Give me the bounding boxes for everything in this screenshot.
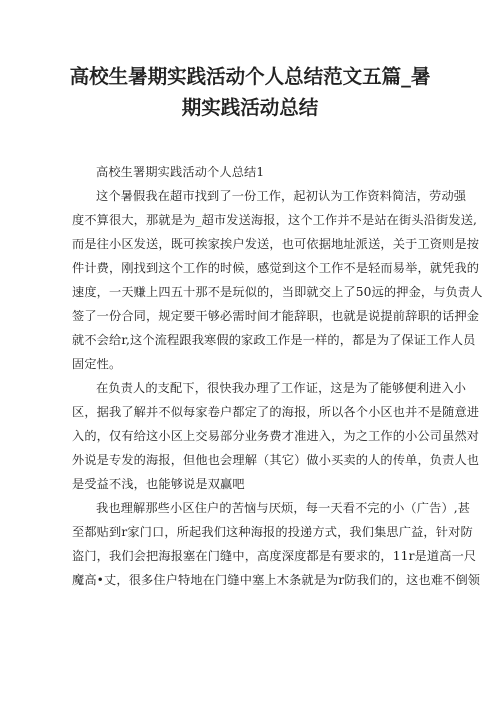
paragraph-line: 是受益不浅，也能够说是双赢吧: [72, 477, 245, 491]
document-title-line-1: 高校生暑期实践活动个人总结范文五篇_暑: [69, 65, 431, 88]
paragraph-line: 签了一份合同，规定要干够必需时间才能辞职，也就是说提前辞职的话押金: [72, 309, 480, 323]
document-title-line-2: 期实践活动总结: [181, 96, 319, 119]
paragraph-line: 在负责人的支配下，很快我办理了工作证，这是为了能够便利进入小: [96, 381, 467, 395]
paragraph-line: 固定性。: [72, 357, 122, 371]
paragraph-line: 区，据我了解并不似每家卷户都定了的海报，所以各个小区也并不是随意进: [72, 405, 480, 419]
paragraph-line: 这个暑假我在超市找到了一份工作，起初认为工作资料简洁，劳动强: [96, 189, 467, 203]
paragraph-line: 我也理解那些小区住户的苦恼与厌烦，每一天看不完的小（广告）,甚: [96, 501, 471, 515]
paragraph-line: 就不会给r,这个流程跟我寒假的家政工作是一样的，都是为了保证工作人员: [72, 333, 476, 347]
paragraph-line: 魔高•丈，很多住户特地在门缝中塞上木条就是为r防我们的，这也难不倒领: [72, 573, 481, 587]
paragraph-line: 入的，仅有给这小区上交易部分业务费才准进入，为之工作的小公司虽然对: [72, 429, 480, 443]
section-heading: 高校生署期实践活动个人总结1: [96, 165, 265, 179]
paragraph-line: 度不算很大，那就是为_超市发送海报，这个工作并不是站在街头沿街发送,: [72, 213, 478, 227]
paragraph-line: 速度，一天赚上四五十那不是玩似的，当即就交上了50远的押金，与负责人: [72, 285, 483, 299]
paragraph-line: 外说是专发的海报，但他也会理解（其它）做小买卖的人的传单，负责人也: [72, 453, 480, 467]
paragraph-line: 件计费，刚找到这个工作的时候，感觉到这个工作不是轻而易举，就凭我的: [72, 261, 480, 275]
paragraph-line: 而是往小区发送，既可挨家挨户发送，也可依据地址派送，关于工资则是按: [72, 237, 480, 251]
paragraph-line: 盗门，我们会把海报塞在门缝中，高度深度都是有要求的，11r是道高一尺: [72, 549, 477, 563]
paragraph-line: 至都贴到r家门口，所起我们这种海报的投递方式，我们集思广益，针对防: [72, 525, 473, 539]
